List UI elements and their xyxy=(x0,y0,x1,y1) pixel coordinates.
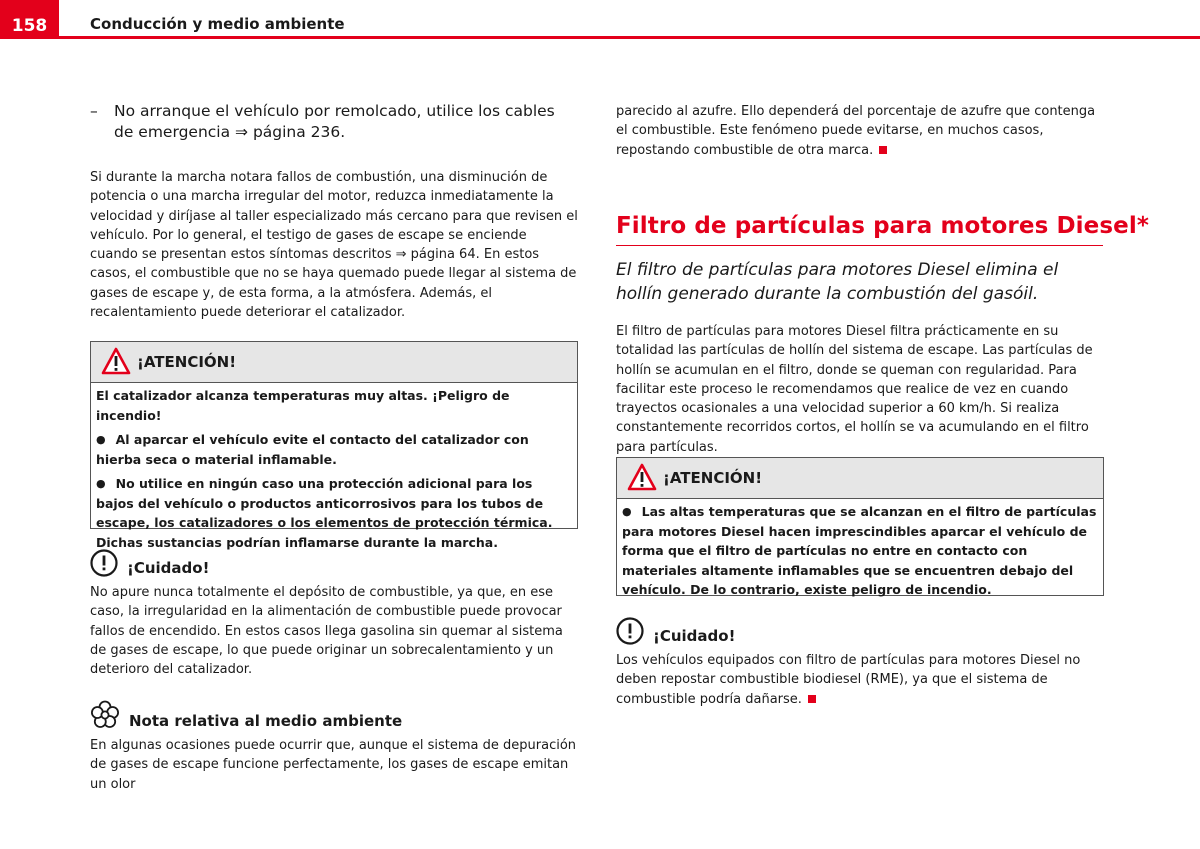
exclamation-circle-icon xyxy=(90,549,118,577)
warning-bullet-text: No utilice en ningún caso una protección adicional para los bajos del vehículo o productos anticorrosivos para los tubos de escape, los catalizadores o los elementos de protección térmica. Dichas sustancias podrían inflamarse durante la marcha. xyxy=(96,476,553,550)
warning-box-header xyxy=(91,342,577,383)
end-of-section-square xyxy=(808,695,816,703)
warning-bullet xyxy=(96,474,571,552)
caution-header xyxy=(90,549,209,577)
warning-bullet-text: Las altas temperaturas que se alcanzan en el filtro de partículas para motores Diesel hacen imprescindibles aparcar el vehículo de forma que el filtro de partículas no entre en contacto con materiales altamente inflamables que se encuentren debajo del vehículo. De lo contrario, existe peligro de incendio. xyxy=(622,504,1097,597)
warning-triangle-icon xyxy=(101,347,131,375)
lead-text: El filtro de partículas para motores Diesel elimina el hollín generado durante la combustión del gasóil. xyxy=(616,260,1059,304)
section-title: Conducción y medio ambiente xyxy=(90,15,345,33)
caution-title: ¡Cuidado! xyxy=(127,559,210,577)
warning-bullet-text: Al aparcar el vehículo evite el contacto del catalizador con hierba seca o material inflamable. xyxy=(96,432,529,467)
dash-list-item xyxy=(90,101,560,143)
caution-text xyxy=(616,651,1104,709)
environment-title: Nota relativa al medio ambiente xyxy=(129,712,403,730)
heading-rule xyxy=(616,245,1103,246)
caution-header xyxy=(616,617,735,645)
warning-intro: El catalizador alcanza temperaturas muy altas. ¡Peligro de incendio! xyxy=(96,388,510,423)
caution-text-body: Los vehículos equipados con filtro de partículas para motores Diesel no deben repostar combustible biodiesel (RME), ya que el sistema de combustible podría dañarse. xyxy=(616,653,1081,707)
dash-marker: – xyxy=(90,102,98,120)
dash-item-text: No arranque el vehículo por remolcado, utilice los cables de emergencia ⇒ página 236. xyxy=(114,102,555,141)
warning-title: ¡ATENCIÓN! xyxy=(663,469,763,487)
warning-box-body xyxy=(91,383,577,556)
bullet-marker: ● xyxy=(622,505,632,518)
bullet-marker: ● xyxy=(96,477,106,490)
section-heading: Filtro de partículas para motores Diesel* xyxy=(616,213,1149,239)
continued-text: parecido al azufre. Ello dependerá del porcentaje de azufre que contenga el combustible. Este fenómeno puede evitarse, en muchos casos, repostando combustible de otra marca. xyxy=(616,104,1096,158)
warning-box-catalyst xyxy=(90,341,578,550)
body-paragraph: Si durante la marcha notara fallos de combustión, una disminución de potencia o una marcha irregular del motor, reduzca inmediatamente la velocidad y diríjase al taller especializado más cercano para que revisen el vehículo. Por lo general, el testigo de gases de escape se enciende cuando se presentan estos síntomas descritos ⇒ página 64. En estos casos, el combustible que no se haya quemado puede llegar al sistema de gases de escape y, de esta forma, a la atmósfera. Además, el recalentamiento puede deteriorar el catalizador. xyxy=(90,170,578,321)
warning-box-filter xyxy=(616,457,1104,596)
warning-bullet xyxy=(96,430,571,469)
flower-icon xyxy=(90,700,120,730)
end-of-section-square xyxy=(879,146,887,154)
warning-bullet xyxy=(622,502,1097,600)
caution-title: ¡Cuidado! xyxy=(653,627,736,645)
environment-text: En algunas ocasiones puede ocurrir que, aunque el sistema de depuración de gases de escape funcione perfectamente, los gases de escape emitan un olor xyxy=(90,738,577,792)
warning-box-header xyxy=(617,458,1103,499)
caution-text: No apure nunca totalmente el depósito de combustible, ya que, en ese caso, la irregularidad en la alimentación de combustible puede provocar fallos de encendido. En estos casos llega gasolina sin quemar al sistema de gases de escape, lo que puede originar un sobrecalentamiento y un deterioro del catalizador. xyxy=(90,585,563,678)
continued-paragraph xyxy=(616,102,1104,160)
bullet-marker: ● xyxy=(96,433,106,446)
page-number: 158 xyxy=(0,0,59,39)
body-paragraph: El filtro de partículas para motores Diesel filtra prácticamente en su totalidad las partículas de hollín del sistema de escape. Las partículas de hollín se acumulan en el filtro, donde se queman con regularidad. Para facilitar este proceso le recomendamos que realice de vez en cuando trayectos ocasionales a una velocidad superior a 60 km/h. Si realiza constantemente recorridos cortos, el hollín se va acumulando en el filtro para partículas. xyxy=(616,324,1093,455)
header-rule xyxy=(59,36,1200,39)
warning-title: ¡ATENCIÓN! xyxy=(137,353,237,371)
environment-header xyxy=(90,700,402,730)
warning-triangle-icon xyxy=(627,463,657,491)
exclamation-circle-icon xyxy=(616,617,644,645)
warning-box-body xyxy=(617,499,1103,604)
